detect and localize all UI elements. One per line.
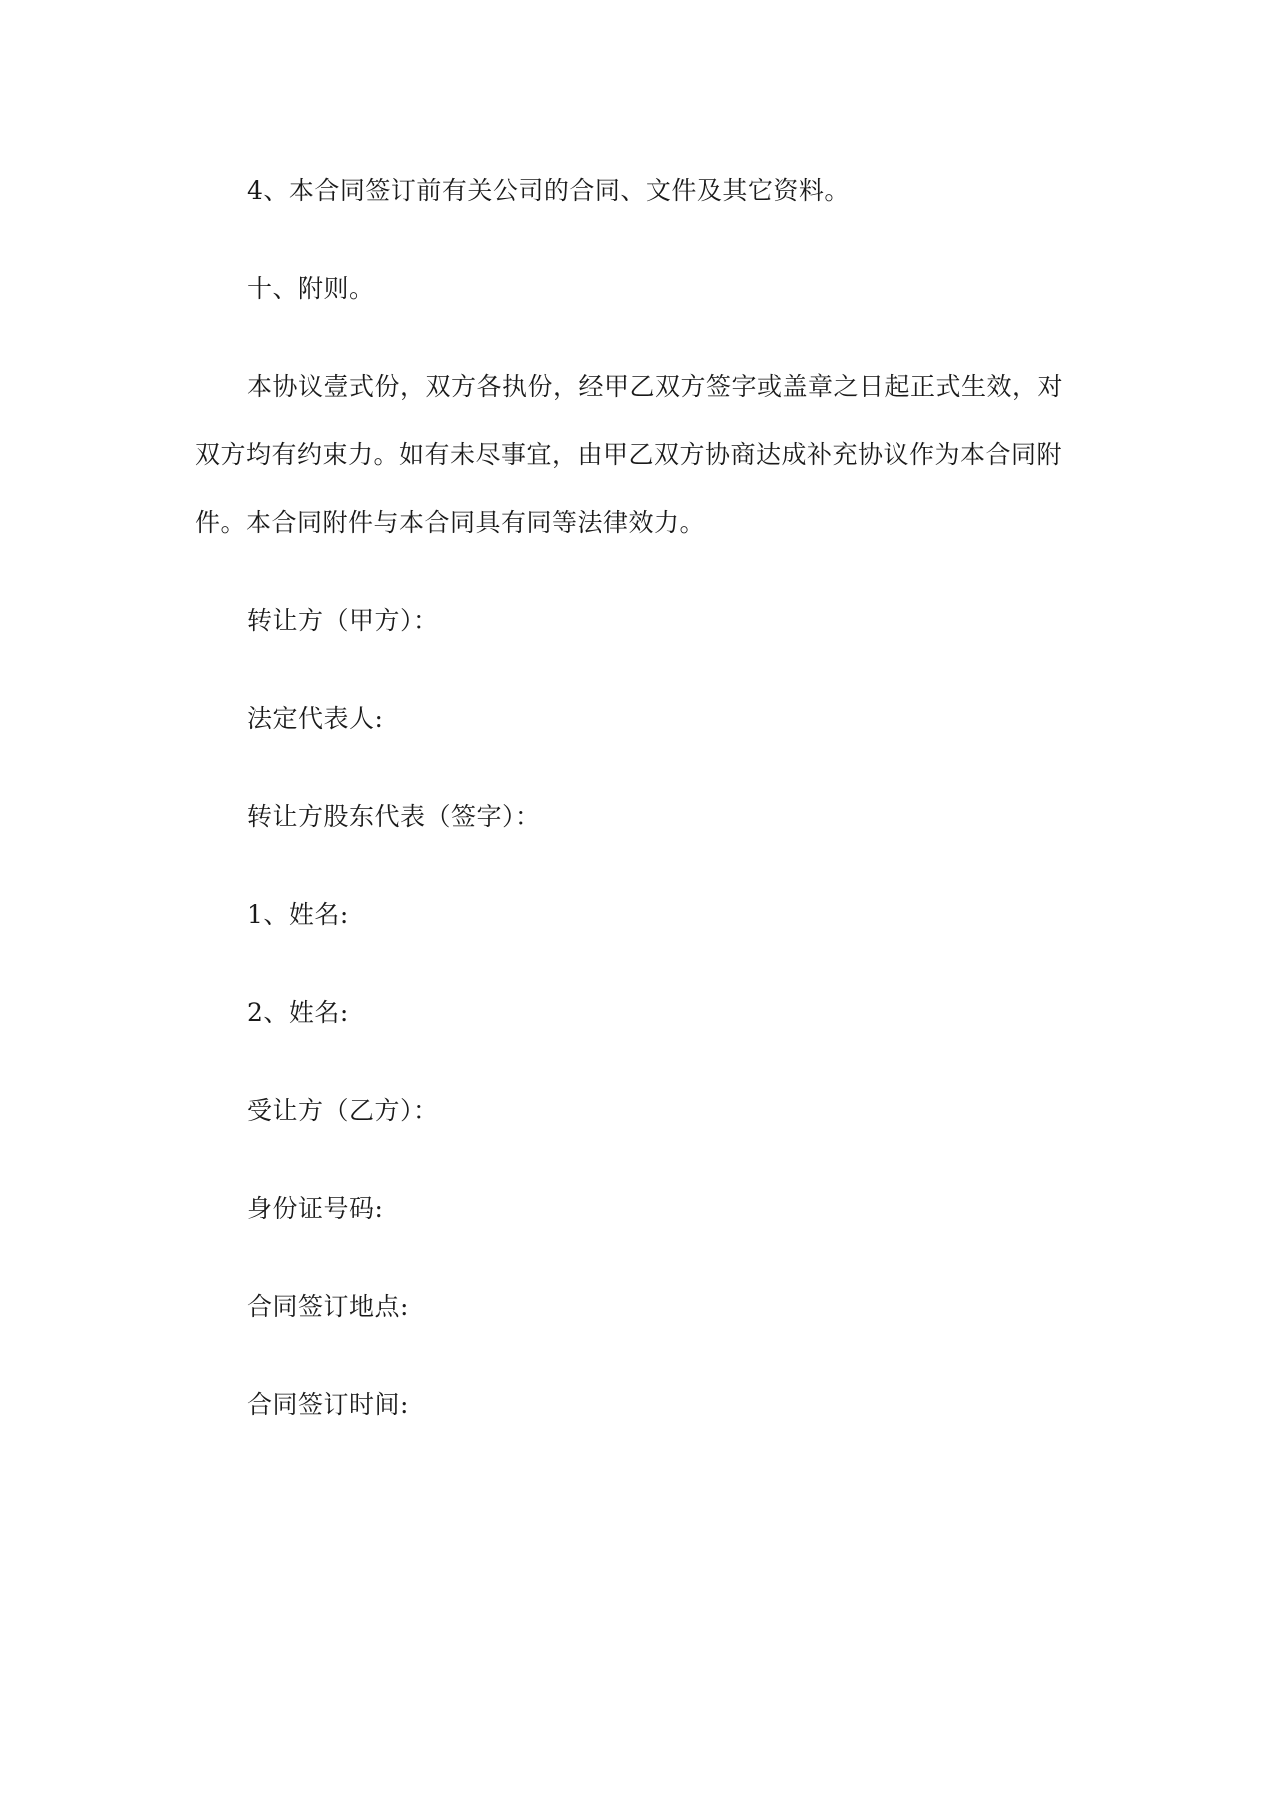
paragraph-line-3: 件。本合同附件与本合同具有同等法律效力。 [195,508,706,537]
transferor-shareholder-rep-label: 转让方股东代表（签字）： [247,802,541,831]
signing-place-label: 合同签订地点: [247,1292,409,1321]
section-10-heading: 十、附则。 [247,274,375,303]
name-1-label: 1、姓名: [247,900,349,929]
transferor-label: 转让方（甲方）： [247,606,439,635]
legal-representative-label: 法定代表人: [247,704,384,733]
clause-item-4: 4、本合同签订前有关公司的合同、文件及其它资料。 [247,176,850,205]
paragraph-line-1: 本协议壹式份，双方各执份，经甲乙双方签字或盖章之日起正式生效，对 [247,372,1064,401]
transferee-label: 受让方（乙方）： [247,1096,439,1125]
signing-time-label: 合同签订时间: [247,1390,409,1419]
paragraph-line-2: 双方均有约束力。如有未尽事宜，由甲乙双方协商达成补充协议作为本合同附 [195,440,1063,469]
name-2-label: 2、姓名: [247,998,349,1027]
id-number-label: 身份证号码: [247,1194,384,1223]
